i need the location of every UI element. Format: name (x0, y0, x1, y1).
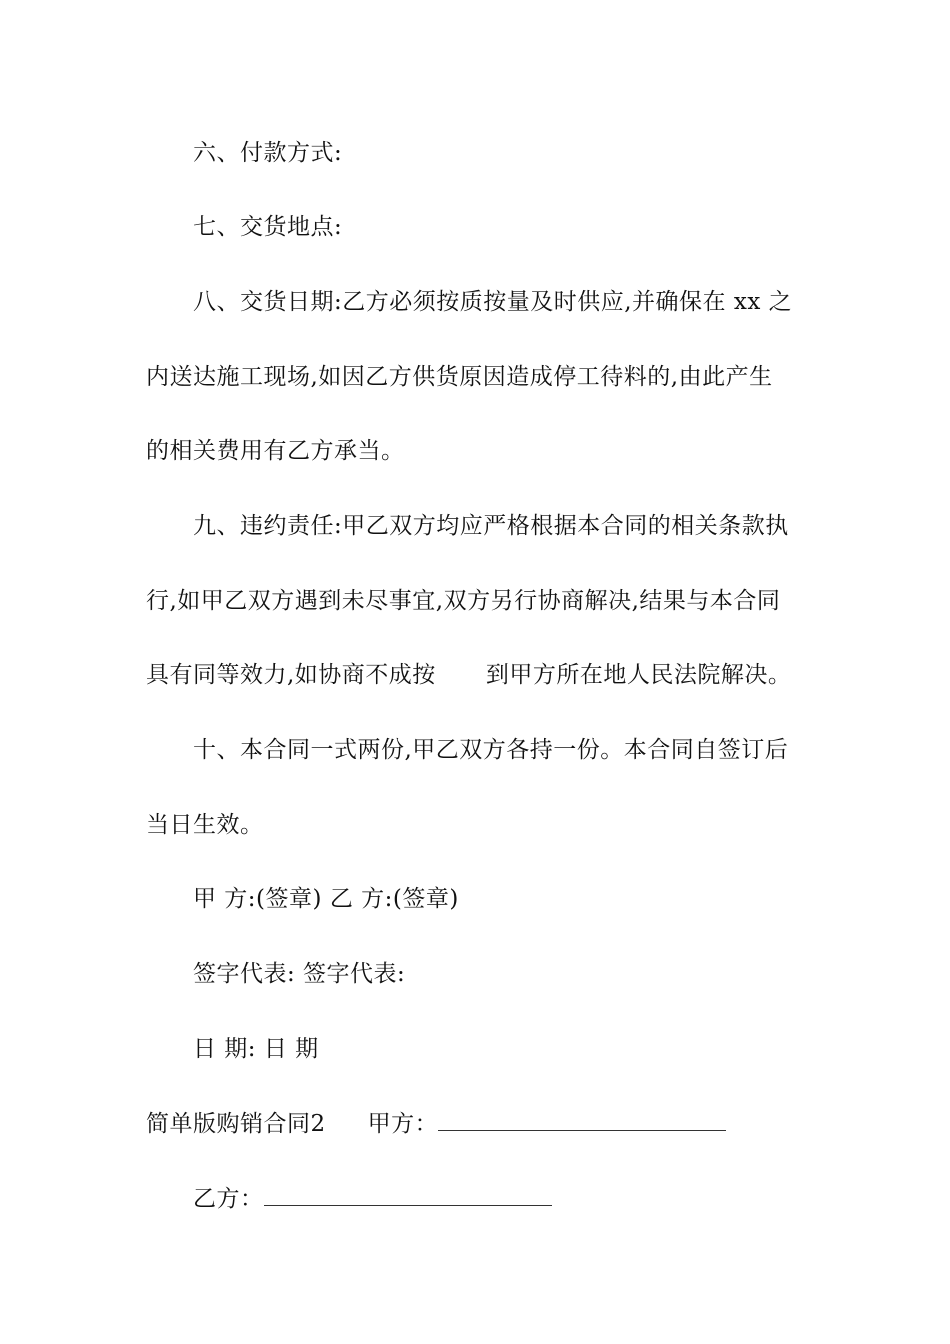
contract-2-header (146, 1108, 726, 1139)
party-a-label: 甲方： (367, 1111, 439, 1137)
date-line: 日 期: 日 期 (193, 1036, 319, 1062)
clause-9-liability-line-3 (146, 660, 791, 690)
contract-2-title: 简单版购销合同2 (146, 1111, 326, 1137)
clause-10-copies-line-1: 十、本合同一式两份,甲乙双方各持一份。本合同自签订后 (193, 737, 789, 763)
court-text-before: 具有同等效力,如协商不成按 (146, 662, 436, 688)
clause-8-delivery-date-line-2: 内送达施工现场,如因乙方供货原因造成停工待料的,由此产生 (146, 364, 773, 390)
party-b-label: 乙方： (193, 1186, 264, 1212)
representative-line: 签字代表: 签字代表: (193, 961, 406, 987)
clause-6-payment: 六、付款方式: (193, 140, 343, 166)
party-b-field[interactable] (264, 1183, 552, 1206)
clause-8-delivery-date-line-3: 的相关费用有乙方承当。 (146, 438, 405, 464)
court-text-after: 到甲方所在地人民法院解决。 (485, 662, 792, 688)
clause-7-delivery-place: 七、交货地点: (193, 214, 343, 240)
clause-8-delivery-date-line-1: 八、交货日期:乙方必须按质按量及时供应,并确保在 xx 之 (193, 289, 793, 315)
party-b-row (193, 1183, 552, 1214)
clause-9-liability-line-2: 行,如甲乙双方遇到未尽事宜,双方另行协商解决,结果与本合同 (146, 588, 781, 614)
signature-line: 甲 方:(签章) 乙 方:(签章) (193, 886, 459, 912)
clause-9-liability-line-1: 九、违约责任:甲乙双方均应严格根据本合同的相关条款执 (193, 513, 789, 539)
party-a-field[interactable] (438, 1108, 726, 1131)
clause-10-copies-line-2: 当日生效。 (146, 812, 264, 838)
